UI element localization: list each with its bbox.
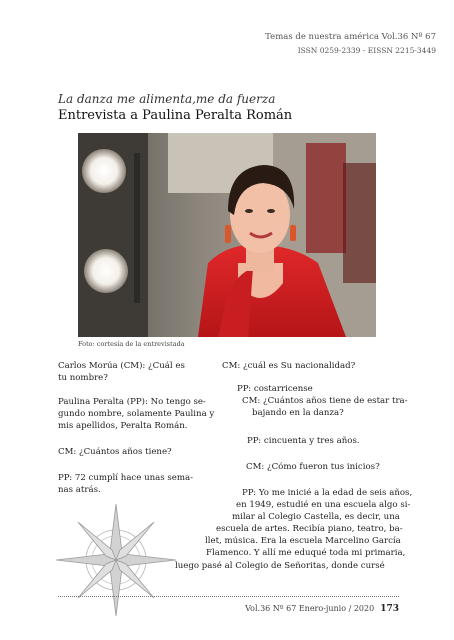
article-title: Entrevista a Paulina Peralta Román — [58, 108, 293, 123]
footer-divider — [58, 596, 399, 597]
page-footer — [245, 604, 399, 614]
issn-header: ISSN 0259-2339 - EISSN 2215-3449 — [297, 46, 436, 55]
answer-beginnings-7: luego pasé al Colegio de Señoritas, donde cursé — [175, 561, 385, 571]
answer-beginnings-4: escuela de artes. Recibía piano, teatro, ba- — [216, 524, 403, 534]
photo-credit: Foto: cortesía de la entrevistada — [78, 340, 185, 348]
question-name: Carlos Morúa (CM): ¿Cuál es — [58, 361, 185, 371]
question-years-1: CM: ¿Cuántos años tiene de estar tra- — [242, 396, 408, 406]
answer-name-3: mis apellidos, Peralta Román. — [58, 421, 188, 431]
answer-beginnings-5: llet, música. Era la escuela Marcelino García — [205, 536, 401, 546]
issue-info: Vol.36 Nº 67 Enero-junio / 2020 — [245, 604, 375, 613]
journal-header: Temas de nuestra américa Vol.36 Nº 67 — [265, 32, 436, 42]
answer-age-1: PP: 72 cumplí hace unas sema- — [58, 473, 194, 483]
answer-nationality: PP: costarricense — [237, 384, 313, 394]
answer-beginnings-2: en 1949, estudié en una escuela algo si- — [236, 500, 411, 510]
answer-years: PP: cincuenta y tres años. — [247, 436, 360, 446]
answer-beginnings-3: milar al Colegio Castella, es decir, una — [232, 512, 400, 522]
article-subtitle: La danza me alimenta,me da fuerza — [58, 92, 276, 106]
question-nationality: CM: ¿cuál es Su nacionalidad? — [222, 361, 356, 371]
interviewee-photo — [78, 133, 376, 337]
answer-name-1: Paulina Peralta (PP): No tengo se- — [58, 397, 206, 407]
page-number: 173 — [380, 604, 399, 614]
answer-beginnings-6: Flamenco. Y allí me eduqué toda mi primaria, — [206, 548, 406, 558]
answer-beginnings-1: PP: Yo me inicié a la edad de seis años, — [242, 488, 413, 498]
answer-name-2: gundo nombre, solamente Paulina y — [58, 409, 215, 419]
question-beginnings: CM: ¿Cómo fueron tus inicios? — [246, 462, 380, 472]
answer-age-2: nas atrás. — [58, 485, 101, 495]
question-age: CM: ¿Cuántos años tiene? — [58, 447, 172, 457]
question-years-2: bajando en la danza? — [252, 408, 344, 418]
question-name-cont: tu nombre? — [58, 373, 108, 383]
compass-rose-icon — [52, 498, 180, 616]
